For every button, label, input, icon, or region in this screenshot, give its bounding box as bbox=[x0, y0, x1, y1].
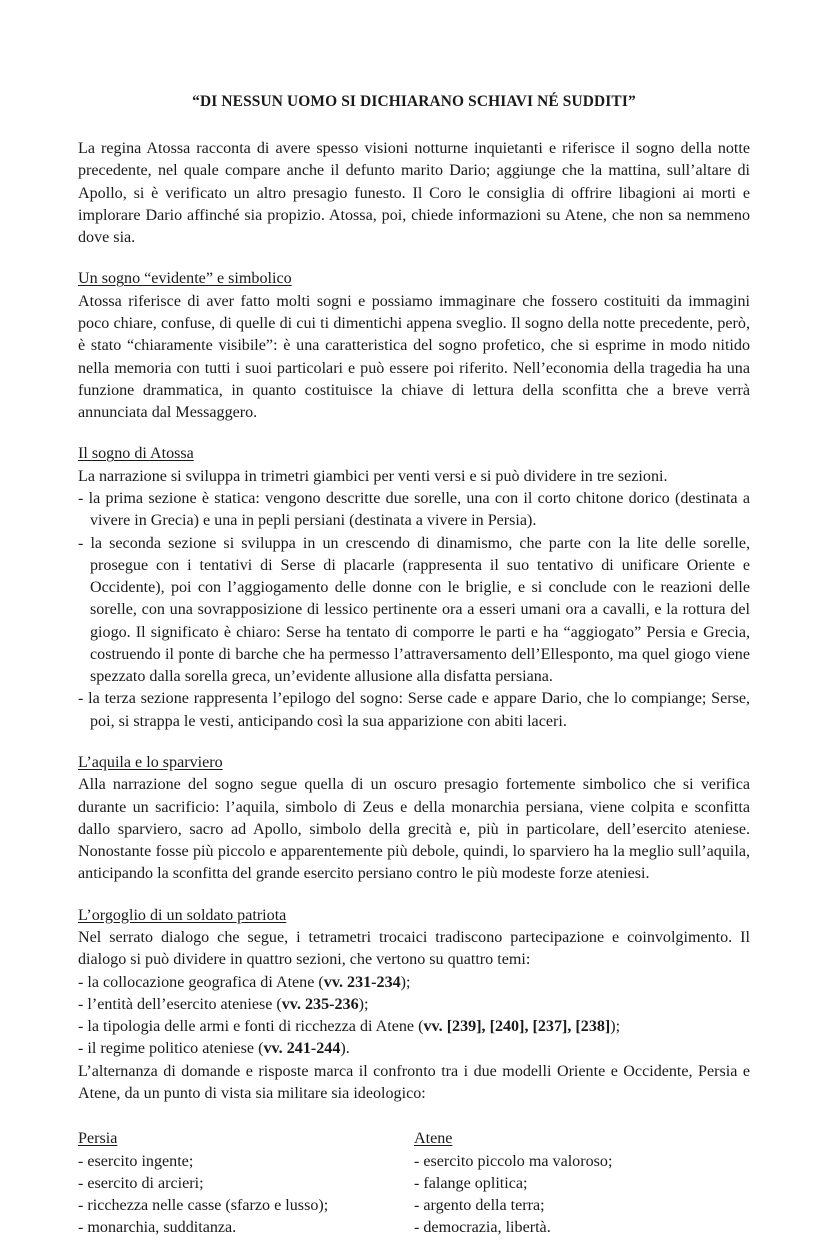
column-list bbox=[414, 1151, 750, 1240]
section-body: Atossa riferisce di aver fatto molti sogni e possiamo immaginare che fossero costituiti da immagini poco chiare, confuse, di quelle di cui ti dimentichi appena sveglio. Il sogno della notte precedente, però, è stato “chiaramente visibile”: è una caratteristica del sogno profetico, che si esprime in modo nitido nella memoria con tutti i suoi particolari e può essere poi riferito. Nell’economia della tragedia ha una funzione drammatica, in quanto costituisce la chiave di lettura della sconfitta che a breve verrà annunciata dal Messaggero. bbox=[78, 292, 750, 422]
comparison-column-persia bbox=[78, 1128, 414, 1239]
list-item: - esercito piccolo ma valoroso; bbox=[414, 1152, 613, 1170]
themes-list bbox=[78, 972, 750, 1061]
intro-paragraph: La regina Atossa racconta di avere spesso visioni notturne inquietanti e riferisce il sogno della notte precedente, nel quale compare anche il defunto marito Dario; aggiunge che la mattina, sull’altare di Apollo, si è verificato un altro presagio funesto. Il Coro le consiglia di offrire libagioni ai morti e implorare Dario affinché sia propizio. Atossa, poi, chiede informazioni su Atene, che non sa nemmeno dove sia. bbox=[78, 140, 750, 247]
theme-text: - il regime politico ateniese ( bbox=[78, 1040, 264, 1058]
list-item bbox=[78, 994, 750, 1016]
section-heading-text: L’orgoglio di un soldato patriota bbox=[78, 906, 287, 924]
spacer bbox=[78, 886, 750, 905]
verse-reference: vv. 231-234 bbox=[323, 973, 401, 991]
column-list bbox=[78, 1151, 414, 1240]
column-heading-text: Atene bbox=[414, 1130, 453, 1148]
theme-suffix: ); bbox=[358, 995, 369, 1013]
section-heading-text: L’aquila e lo sparviero bbox=[78, 754, 223, 772]
section-body: Alla narrazione del sogno segue quella di un oscuro presagio fortemente simbolico che si verifica durante un sacrificio: l’aquila, simbolo di Zeus e della monarchia persiana, viene colpita e sconfitta dallo sparviero, sacro ad Apollo, simbolo della grecità e, più in particolare, dell’esercito ateniese. Nonostante fosse più piccolo e apparentemente più debole, quindi, lo sparviero ha la meglio sull’aquila, anticipando la sconfitta del grande esercito persiano contro le più modeste forze ateniesi. bbox=[78, 776, 750, 883]
theme-text: - l’entità dell’esercito ateniese ( bbox=[78, 995, 282, 1013]
section-heading-text: Un sogno “evidente” e simbolico bbox=[78, 270, 292, 288]
section-heading bbox=[78, 268, 750, 290]
section-closing: L’alternanza di domande e risposte marca il confronto tra i due modelli Oriente e Occidente, Persia e Atene, da un punto di vista sia militare sia ideologico: bbox=[78, 1062, 750, 1102]
verse-reference: vv. 235-236 bbox=[281, 995, 359, 1013]
list-item bbox=[78, 972, 750, 994]
section-aquila-sparviero bbox=[78, 752, 750, 886]
section-heading bbox=[78, 905, 750, 927]
column-heading bbox=[78, 1128, 414, 1150]
section-sogno-di-atossa bbox=[78, 443, 750, 733]
section-sogno-evidente bbox=[78, 268, 750, 424]
list-item: - monarchia, sudditanza. bbox=[78, 1219, 237, 1237]
comparison-table bbox=[78, 1128, 750, 1239]
list-item: - falange oplitica; bbox=[414, 1174, 528, 1192]
theme-suffix: ); bbox=[400, 973, 411, 991]
section-list bbox=[78, 488, 750, 733]
list-item: - la seconda sezione si sviluppa in un crescendo di dinamismo, che parte con la lite delle sorelle, prosegue con i tentativi di Serse di placarle (rappresenta il suo tentativo di unificare Oriente e Occidente), poi con l’aggiogamento delle donne con le briglie, e si conclude con le reazioni delle sorelle, con una sovrapposizione di lessico pertinente ora a esseri umani ora a cavalli, e la rottura del giogo. Il significato è chiaro: Serse ha tentato di comporre le parti e ha “aggiogato” Persia e Grecia, costruendo il ponte di barche che ha permesso l’attraversamento dell’Ellesponto, ma quel giogo viene spezzato dalla sorella greca, un’evidente allusione alla disfatta persiana. bbox=[78, 534, 750, 686]
spacer bbox=[78, 733, 750, 752]
list-item: - la terza sezione rappresenta l’epilogo del sogno: Serse cade e appare Dario, che lo compiange; Serse, poi, si strappa le vesti, anticipando così la sua apparizione con abiti laceri. bbox=[78, 690, 750, 730]
list-item: - esercito di arcieri; bbox=[78, 1174, 204, 1192]
spacer bbox=[78, 249, 750, 268]
page-title: “DI NESSUN UOMO SI DICHIARANO SCHIAVI NÉ SUDDITI” bbox=[192, 93, 636, 110]
theme-suffix: ); bbox=[610, 1018, 621, 1036]
section-body: La narrazione si sviluppa in trimetri giambici per venti versi e si può dividere in tre sezioni. bbox=[78, 467, 668, 485]
spacer bbox=[78, 424, 750, 443]
theme-suffix: ). bbox=[340, 1040, 350, 1058]
section-heading bbox=[78, 752, 750, 774]
list-item: - argento della terra; bbox=[414, 1197, 545, 1215]
list-item: - la prima sezione è statica: vengono descritte due sorelle, una con il corto chitone dorico (destinata a vivere in Grecia) e una in pepli persiani (destinata a vivere in Persia). bbox=[78, 489, 750, 530]
section-body: Nel serrato dialogo che segue, i tetrametri trocaici tradiscono partecipazione e coinvolgimento. Il dialogo si può dividere in quattro sezioni, che vertono su quattro temi: bbox=[78, 929, 750, 969]
section-heading bbox=[78, 443, 750, 465]
verse-reference: vv. 241-244 bbox=[263, 1040, 341, 1058]
theme-text: - la tipologia delle armi e fonti di ricchezza di Atene ( bbox=[78, 1018, 424, 1036]
spacer bbox=[78, 1105, 750, 1124]
verse-reference: vv. [239], [240], [237], [238] bbox=[423, 1018, 611, 1036]
section-orgoglio-soldato bbox=[78, 905, 750, 1106]
column-heading bbox=[414, 1128, 750, 1150]
list-item: - ricchezza nelle casse (sfarzo e lusso); bbox=[78, 1197, 329, 1215]
theme-text: - la collocazione geografica di Atene ( bbox=[78, 973, 324, 991]
list-item bbox=[78, 1038, 750, 1060]
list-item bbox=[78, 1016, 750, 1038]
section-heading-text: Il sogno di Atossa bbox=[78, 445, 194, 463]
comparison-column-atene bbox=[414, 1128, 750, 1239]
list-item: - democrazia, libertà. bbox=[414, 1219, 551, 1237]
list-item: - esercito ingente; bbox=[78, 1152, 194, 1170]
column-heading-text: Persia bbox=[78, 1130, 118, 1148]
